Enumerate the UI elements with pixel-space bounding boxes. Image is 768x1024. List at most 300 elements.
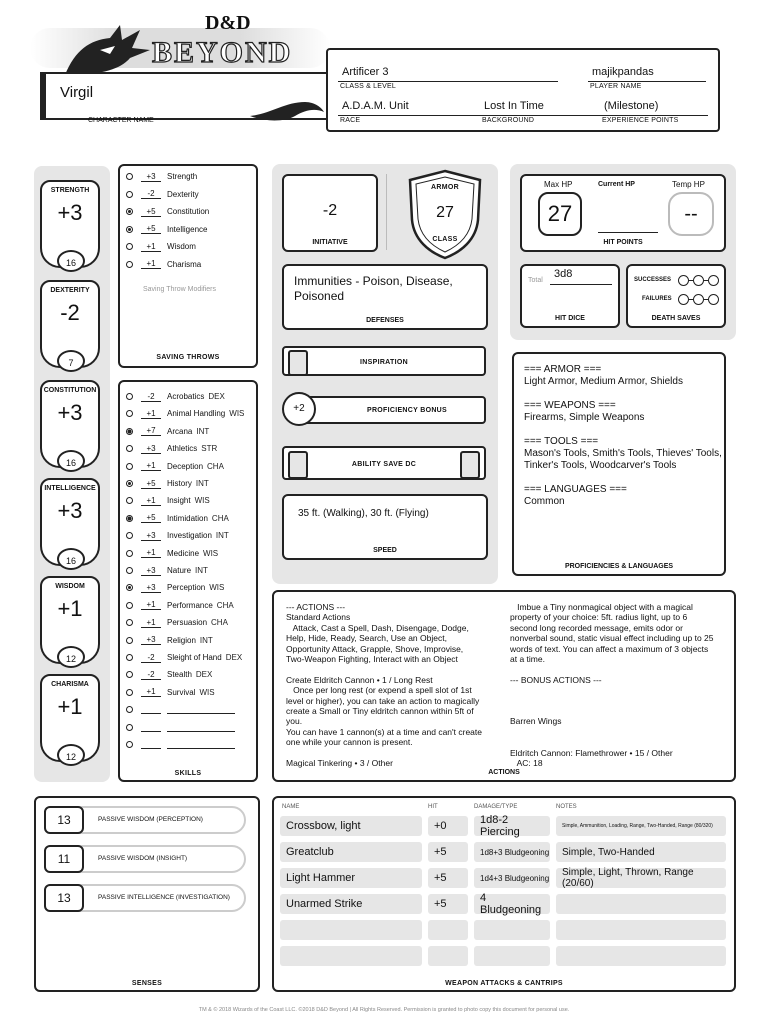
weapon-damage-cell[interactable]: 1d4+3 Bludgeoning: [474, 868, 550, 888]
weapon-damage-cell[interactable]: [474, 920, 550, 940]
weapon-name-cell[interactable]: [280, 946, 422, 966]
skill-row[interactable]: [126, 510, 229, 527]
proficiency-dot-icon: [126, 428, 133, 435]
ability-name: INTELLIGENCE: [44, 485, 96, 492]
proficiency-line: Tinker's Tools, Woodcarver's Tools: [524, 460, 677, 471]
weapons-header-damage: DAMAGE/TYPE: [474, 804, 518, 810]
action-line: Two-Weapon Fighting, Interact with an Object: [286, 654, 458, 665]
action-line: at a time.: [510, 654, 545, 665]
blank-skill-line: [167, 740, 235, 749]
skill-ability: CHA: [211, 618, 228, 628]
proficiency-line: [524, 472, 724, 484]
skill-name: Animal Handling: [167, 409, 226, 419]
action-line: Create Eldritch Cannon • 1 / Long Rest: [286, 674, 433, 685]
failure-1[interactable]: [678, 294, 689, 305]
ability-dexterity: [40, 280, 100, 368]
blank-skill-row[interactable]: [126, 701, 235, 718]
ability-wisdom: [40, 576, 100, 664]
proficiency-line: [524, 388, 724, 400]
skill-bonus: +1: [141, 548, 161, 558]
sense-label: PASSIVE WISDOM (PERCEPTION): [98, 816, 203, 823]
saving-throw-bonus: +3: [141, 172, 161, 182]
sense-value: 13: [44, 884, 84, 912]
skill-bonus: +5: [141, 479, 161, 489]
blank-skill-bonus: [141, 723, 161, 732]
dnd-logo-text: D&D: [205, 12, 251, 34]
weapon-hit-cell[interactable]: [428, 920, 468, 940]
skill-bonus: +1: [141, 496, 161, 506]
failures-label: FAILURES: [642, 296, 672, 302]
skill-row[interactable]: [126, 597, 234, 614]
skill-name: Nature: [167, 566, 192, 575]
proficiency-dot-icon: [126, 463, 133, 470]
skill-ability: CHA: [207, 461, 224, 471]
sense-value: 13: [44, 806, 84, 834]
defenses-label: DEFENSES: [366, 317, 404, 324]
weapon-name-cell[interactable]: Light Hammer: [280, 868, 422, 888]
skill-name: Survival: [167, 687, 196, 697]
skill-name: Sleight of Hand: [167, 653, 222, 662]
ability-save-dc-box: [282, 446, 486, 480]
proficiencies-title: PROFICIENCIES & LANGUAGES: [564, 563, 674, 570]
action-line: Opportunity Attack, Grapple, Shove, Improvise,: [286, 643, 464, 654]
player-name-line: [588, 81, 706, 82]
weapon-hit-cell[interactable]: +0: [428, 816, 468, 836]
proficiency-line: === WEAPONS ===: [524, 400, 616, 411]
temp-hp-label: Temp HP: [672, 180, 705, 189]
weapon-notes-cell[interactable]: [556, 894, 726, 914]
proficiency-dot-icon: [126, 550, 133, 557]
proficiency-dot-icon: [126, 191, 133, 198]
sense-label: PASSIVE INTELLIGENCE (INVESTIGATION): [98, 894, 230, 901]
max-hp-label: Max HP: [544, 180, 573, 189]
action-line: nonverbal sound, static visual effect including up to 25: [510, 633, 714, 644]
ability-modifier: +3: [57, 498, 83, 523]
sense-label: PASSIVE WISDOM (INSIGHT): [98, 855, 188, 862]
ability-modifier: +3: [57, 400, 83, 425]
proficiency-line: === LANGUAGES ===: [524, 484, 627, 495]
death-saves-label: DEATH SAVES: [651, 315, 701, 322]
action-line: level or higher), you can take an action to magically: [286, 695, 480, 706]
skill-name: History: [167, 479, 192, 488]
armor-label: ARMOR: [431, 184, 459, 191]
skill-bonus: +1: [141, 687, 161, 697]
skill-ability: INT: [195, 479, 209, 488]
skill-ability: CHA: [211, 513, 229, 523]
weapon-hit-cell[interactable]: +5: [428, 868, 468, 888]
blank-skill-line: [167, 723, 235, 732]
proficiency-dot-icon: [126, 654, 133, 661]
skill-name: Acrobatics: [167, 392, 205, 401]
player-name-label: PLAYER NAME: [590, 83, 642, 90]
saving-throw-bonus: -2: [141, 189, 161, 199]
ability-score: 16: [57, 450, 85, 472]
beyond-logo-text: BEYOND: [152, 36, 293, 69]
proficiency-dot-icon: [126, 243, 133, 250]
weapon-attacks-title: WEAPON ATTACKS & CANTRIPS: [445, 980, 563, 987]
skill-row[interactable]: [126, 649, 242, 666]
proficiency-line: Common: [524, 496, 565, 507]
skill-bonus: +1: [141, 409, 161, 419]
ability-score: 12: [57, 744, 85, 766]
proficiency-dot-icon: [126, 671, 133, 678]
skill-ability: CHA: [216, 600, 234, 610]
skill-bonus: +7: [141, 426, 161, 436]
proficiency-dot-icon: [126, 724, 133, 731]
skill-row[interactable]: [126, 666, 212, 683]
speed-box: [282, 494, 488, 560]
weapon-notes-cell[interactable]: [556, 946, 726, 966]
ability-name: WISDOM: [55, 583, 85, 590]
ability-name: CONSTITUTION: [43, 387, 97, 394]
proficiencies-text: [524, 364, 724, 508]
proficiency-line: === ARMOR ===: [524, 364, 602, 375]
character-name: Virgil: [60, 84, 94, 101]
weapon-name-cell[interactable]: [280, 920, 422, 940]
weapon-hit-cell[interactable]: [428, 946, 468, 966]
skill-bonus: -2: [141, 670, 161, 680]
skill-bonus: +3: [141, 635, 161, 645]
proficiency-line: Mason's Tools, Smith's Tools, Thieves' Tools,: [524, 448, 722, 459]
character-name-label: CHARACTER NAME: [88, 117, 154, 124]
skill-ability: WIS: [194, 496, 210, 506]
actions-title: ACTIONS: [488, 769, 520, 776]
proficiency-dot-icon: [126, 584, 133, 591]
skill-row[interactable]: [126, 684, 215, 701]
success-2[interactable]: [693, 275, 704, 286]
blank-skill-bonus: [141, 740, 161, 749]
skill-ability: DEX: [208, 392, 225, 401]
skill-ability: STR: [201, 444, 218, 454]
action-line: [286, 748, 510, 758]
action-line: property of your choice: 5ft. radius light, up to 6: [510, 612, 688, 623]
saving-throw-name: Charisma: [167, 259, 202, 269]
failure-2[interactable]: [693, 294, 704, 305]
skill-row[interactable]: [126, 632, 213, 649]
saving-throw-name: Dexterity: [167, 189, 199, 199]
weapon-notes-cell[interactable]: Simple, Ammunition, Loading, Range, Two-Handed, Range (80/320): [556, 816, 726, 836]
skill-name: Persuasion: [167, 618, 208, 628]
action-line: [510, 727, 734, 737]
ability-strength: [40, 180, 100, 268]
skill-ability: DEX: [225, 653, 243, 662]
class-level: Artificer 3: [342, 66, 389, 78]
saving-throw-row[interactable]: [126, 203, 209, 220]
action-line: Standard Actions: [286, 612, 351, 623]
combat-divider: [386, 174, 387, 250]
skill-bonus: +5: [141, 513, 161, 523]
weapon-notes-cell[interactable]: Simple, Two-Handed: [556, 842, 726, 862]
skill-bonus: +3: [141, 444, 161, 454]
proficiency-dot-icon: [126, 532, 133, 539]
action-line: you.: [286, 716, 303, 727]
action-line: create a Small or Tiny eldritch cannon within 5ft of: [286, 706, 474, 717]
ability-name: CHARISMA: [51, 681, 89, 688]
blank-skill-line: [167, 705, 235, 714]
proficiency-bonus-label: PROFICIENCY BONUS: [366, 407, 448, 414]
weapons-header-hit: HIT: [428, 804, 438, 810]
weapon-notes-cell[interactable]: [556, 920, 726, 940]
weapon-notes-cell[interactable]: Simple, Light, Thrown, Range (20/60): [556, 868, 726, 888]
saving-throws-title: SAVING THROWS: [156, 354, 220, 361]
skill-bonus: +1: [141, 618, 161, 628]
skill-row[interactable]: [126, 405, 244, 422]
skill-row[interactable]: [126, 579, 224, 596]
speed-text: 35 ft. (Walking), 30 ft. (Flying): [298, 508, 429, 519]
proficiency-dot-icon: [126, 208, 133, 215]
action-line: Barren Wings: [510, 716, 562, 727]
skill-name: Perception: [167, 583, 206, 593]
action-line: Eldritch Cannon: Flamethrower • 15 / Other: [510, 747, 673, 758]
weapon-name-cell[interactable]: Greatclub: [280, 842, 422, 862]
saving-throw-row[interactable]: [126, 238, 196, 255]
saving-throw-name: Intelligence: [167, 224, 208, 234]
successes-label: SUCCESSES: [634, 277, 672, 283]
action-line: second long recorded message, emits odor or: [510, 622, 683, 633]
skill-ability: WIS: [203, 548, 219, 558]
background: Lost In Time: [484, 100, 544, 112]
ability-modifier: +3: [57, 200, 83, 225]
skill-ability: WIS: [229, 409, 245, 419]
skill-name: Intimidation: [167, 513, 208, 523]
proficiency-dot-icon: [126, 706, 133, 713]
action-line: Attack, Cast a Spell, Dash, Disengage, Dodge,: [286, 622, 469, 633]
skill-row[interactable]: [126, 440, 217, 457]
senses-title: SENSES: [131, 980, 163, 987]
proficiency-line: [524, 424, 724, 436]
actions-right-column: [510, 602, 734, 768]
saving-throw-modifiers-label: Saving Throw Modifiers: [143, 286, 217, 293]
proficiency-line: Light Armor, Medium Armor, Shields: [524, 376, 683, 387]
saving-throw-row[interactable]: [126, 168, 197, 185]
temp-hp-value[interactable]: --: [668, 192, 714, 236]
current-hp-field[interactable]: [598, 232, 658, 233]
blank-skill-bonus: [141, 705, 161, 714]
skill-bonus: +3: [141, 566, 161, 576]
skill-name: Religion: [167, 635, 196, 645]
weapon-hit-cell[interactable]: +5: [428, 894, 468, 914]
skill-name: Deception: [167, 461, 204, 471]
action-line: Once per long rest (or expend a spell slot of 1st: [286, 685, 472, 696]
ability-name: DEXTERITY: [50, 287, 90, 294]
proficiency-dot-icon: [126, 445, 133, 452]
ability-modifier: +1: [57, 694, 83, 719]
weapon-damage-cell[interactable]: 1d8+3 Bludgeoning: [474, 842, 550, 862]
player-name: majikpandas: [592, 66, 654, 78]
hit-dice-value: 3d8: [554, 268, 573, 280]
inspiration-box[interactable]: [282, 346, 486, 376]
hit-dice-line: [550, 284, 612, 285]
ability-modifier: +1: [57, 596, 83, 621]
success-checkboxes[interactable]: [678, 275, 719, 286]
skill-row[interactable]: [126, 458, 224, 475]
speed-label: SPEED: [373, 547, 397, 554]
skill-row[interactable]: [126, 475, 209, 492]
skill-bonus: +1: [141, 600, 161, 610]
current-hp-label: Current HP: [598, 181, 635, 188]
action-line: [510, 737, 734, 747]
skill-row[interactable]: [126, 545, 218, 562]
actions-box: [272, 590, 736, 782]
armor-class-value: 27: [436, 204, 454, 221]
skill-ability: WIS: [199, 687, 215, 697]
skill-name: Medicine: [167, 548, 200, 558]
class-level-label: CLASS & LEVEL: [340, 83, 396, 90]
action-line: Help, Hide, Ready, Search, Use an Object,: [286, 633, 447, 644]
weapon-name-cell[interactable]: Unarmed Strike: [280, 894, 422, 914]
ability-score: 16: [57, 548, 85, 570]
action-line: words of text. You can affect a maximum of 3 objects: [510, 643, 709, 654]
saving-throw-row[interactable]: [126, 221, 207, 238]
proficiency-dot-icon: [126, 619, 133, 626]
proficiency-dot-icon: [126, 741, 133, 748]
skill-name: Stealth: [167, 670, 192, 680]
action-line: Imbue a Tiny nonmagical object with a magical: [510, 602, 693, 612]
actions-left-column: [286, 602, 510, 768]
sense-row: [44, 806, 246, 834]
sense-row: [44, 845, 246, 873]
weapon-damage-cell[interactable]: 4 Bludgeoning: [474, 894, 550, 914]
proficiency-dot-icon: [126, 226, 133, 233]
race: A.D.A.M. Unit: [342, 100, 409, 112]
skill-row[interactable]: [126, 562, 208, 579]
ability-charisma: [40, 674, 100, 762]
ability-name: STRENGTH: [50, 187, 90, 194]
skill-name: Arcana: [167, 426, 193, 436]
hit-points-label: HIT POINTS: [603, 239, 643, 246]
blank-skill-row[interactable]: [126, 736, 235, 753]
hit-points-box: [520, 174, 726, 252]
initiative-box: [282, 174, 378, 252]
skill-ability: INT: [215, 531, 229, 541]
saving-throw-row[interactable]: [126, 186, 199, 203]
inspiration-label: INSPIRATION: [360, 359, 408, 366]
skill-bonus: +3: [141, 583, 161, 593]
race-label: RACE: [340, 117, 361, 124]
action-line: [510, 706, 734, 716]
saving-throw-bonus: +1: [141, 242, 161, 252]
proficiency-dot-icon: [126, 480, 133, 487]
ability-intelligence: [40, 478, 100, 566]
success-1[interactable]: [678, 275, 689, 286]
dragon-logo-icon: [60, 20, 155, 80]
skill-name: Performance: [167, 600, 213, 610]
ability-modifier: -2: [60, 300, 80, 325]
skill-row[interactable]: [126, 388, 225, 405]
background-label: BACKGROUND: [482, 117, 535, 124]
hit-dice-label: HIT DICE: [555, 315, 585, 322]
defenses-box: [282, 264, 488, 330]
action-line: --- BONUS ACTIONS ---: [510, 674, 602, 685]
action-line: [510, 664, 734, 674]
skill-ability: INT: [195, 566, 208, 575]
proficiency-line: Firearms, Simple Weapons: [524, 412, 645, 423]
dragon-tail-icon: [250, 94, 325, 124]
proficiency-bonus-circle: +2: [282, 392, 316, 426]
action-line: Magical Tinkering • 3 / Other: [286, 758, 393, 769]
proficiencies-box: [512, 352, 726, 576]
skill-bonus: -2: [141, 653, 161, 663]
skill-bonus: -2: [141, 392, 161, 402]
weapon-hit-cell[interactable]: +5: [428, 842, 468, 862]
skill-bonus: +3: [141, 531, 161, 541]
skill-name: Investigation: [167, 531, 212, 541]
proficiency-dot-icon: [126, 261, 133, 268]
saving-throw-name: Constitution: [167, 207, 210, 216]
ability-score: 12: [57, 646, 85, 668]
skill-row[interactable]: [126, 423, 209, 440]
failure-3[interactable]: [708, 294, 719, 305]
skill-ability: INT: [196, 426, 210, 436]
skill-ability: DEX: [195, 670, 213, 680]
proficiency-dot-icon: [126, 497, 133, 504]
proficiency-dot-icon: [126, 689, 133, 696]
skill-name: Athletics: [167, 444, 198, 454]
class-level-line: [338, 81, 558, 82]
hit-dice-box: [520, 264, 620, 328]
ability-score: 16: [57, 250, 85, 272]
max-hp-value: 27: [538, 192, 582, 236]
saving-throw-bonus: +5: [141, 207, 161, 217]
weapons-header-notes: NOTES: [556, 804, 577, 810]
experience-points: (Milestone): [604, 100, 659, 112]
weapons-header-name: NAME: [282, 804, 300, 810]
action-line: [286, 664, 510, 674]
experience-label: EXPERIENCE POINTS: [602, 117, 679, 124]
saving-throw-name: Strength: [167, 172, 198, 181]
skill-row[interactable]: [126, 614, 228, 631]
armor-class-label: CLASS: [432, 236, 458, 243]
defenses-text: Immunities - Poison, Disease, Poisoned: [294, 274, 453, 303]
proficiency-dot-icon: [126, 602, 133, 609]
blank-skill-row[interactable]: [126, 719, 235, 736]
skill-ability: INT: [199, 635, 213, 645]
success-3[interactable]: [708, 275, 719, 286]
failure-checkboxes[interactable]: [678, 294, 719, 305]
skills-title: SKILLS: [174, 770, 202, 777]
skill-bonus: +1: [141, 461, 161, 471]
copyright-footer: TM & © 2018 Wizards of the Coast LLC. ©2018 D&D Beyond | All Rights Reserved. Permission is granted to photo copy this document for personal use.: [198, 1007, 570, 1013]
action-line: [510, 685, 734, 695]
action-line: --- ACTIONS ---: [286, 602, 346, 612]
saving-throw-bonus: +5: [141, 224, 161, 234]
weapon-damage-cell[interactable]: 1d8-2 Piercing: [474, 816, 550, 836]
ability-constitution: [40, 380, 100, 468]
proficiency-dot-icon: [126, 393, 133, 400]
proficiency-dot-icon: [126, 173, 133, 180]
skill-row[interactable]: [126, 492, 210, 509]
action-line: one while your cannon is present.: [286, 737, 413, 748]
saving-throw-name: Wisdom: [167, 242, 196, 251]
sense-row: [44, 884, 246, 912]
proficiency-line: === TOOLS ===: [524, 436, 599, 447]
initiative-label: INITIATIVE: [312, 239, 348, 246]
proficiency-dot-icon: [126, 410, 133, 417]
ability-score: 7: [57, 350, 85, 372]
hit-dice-total-label: Total: [528, 277, 543, 284]
proficiency-bonus-box: [300, 396, 486, 424]
proficiency-dot-icon: [126, 637, 133, 644]
weapon-name-cell[interactable]: Crossbow, light: [280, 816, 422, 836]
skill-row[interactable]: [126, 527, 229, 544]
death-saves-box: [626, 264, 726, 328]
skill-name: Insight: [167, 496, 191, 506]
initiative-value: -2: [322, 202, 338, 219]
saving-throw-row[interactable]: [126, 256, 201, 273]
weapon-damage-cell[interactable]: [474, 946, 550, 966]
ability-save-dc-label: ABILITY SAVE DC: [351, 461, 417, 468]
action-line: [510, 696, 734, 706]
